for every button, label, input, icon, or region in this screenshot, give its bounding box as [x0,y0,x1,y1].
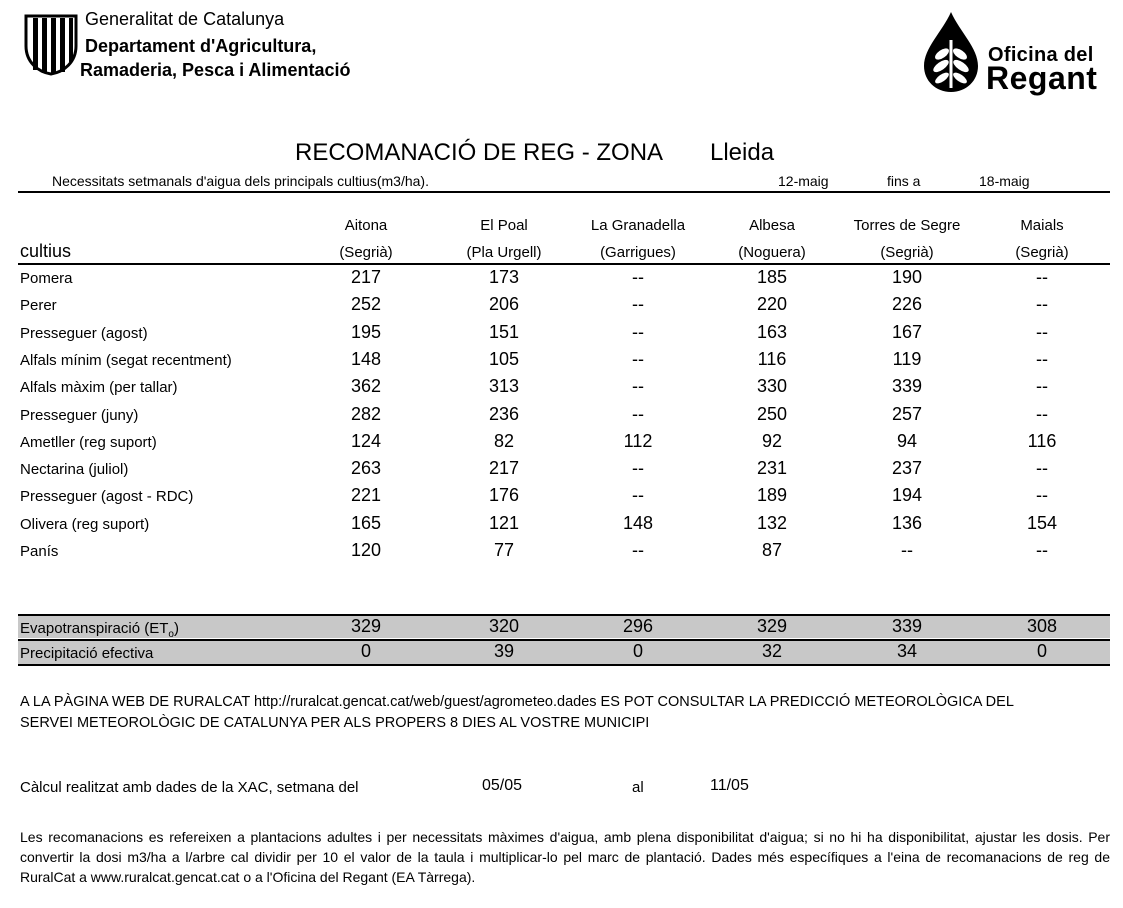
column-header-station: El Poal [480,217,528,234]
calc-separator: al [632,779,644,796]
table-cell: 237 [891,458,923,479]
table-cell: 116 [1027,430,1057,451]
web-note: A LA PÀGINA WEB DE RURALCAT http://ruralcat.gencat.cat/web/guest/agrometeo.dades ES POT CONSULTAR LA PREDICCIÓ METEOROLÒGICA DEL SERVEI METEOROLÒGIC DE CATALUNYA PER ALS PROPERS 8 DIES AL VOSTRE MUNICIPI [20,694,1014,731]
divider-line [18,191,1110,193]
date-separator: fins a [887,173,921,189]
table-cell: 195 [350,321,382,342]
precip-label: Precipitació efectiva [20,645,154,662]
column-header-region: (Pla Urgell) [466,244,542,261]
table-cell: -- [632,485,644,506]
table-cell: -- [632,540,644,560]
table-cell: 94 [896,430,918,451]
column-header-region: (Segrià) [339,244,393,261]
table-cell: 263 [350,458,382,479]
et-cell: 329 [756,616,788,636]
table-cell: 163 [756,321,788,342]
date-from: 12-maig [778,173,829,189]
table-cell: 190 [891,267,923,287]
table-cell: -- [1036,540,1048,560]
table-cell: 194 [891,485,923,506]
row-header-label: cultius [20,241,72,261]
crop-name: Olivera (reg suport) [20,515,150,533]
precip-cell: 32 [761,641,783,661]
table-cell: 136 [891,512,923,533]
precip-cell: 0 [1036,641,1047,661]
table-cell: 154 [1026,512,1058,533]
table-cell: 77 [493,540,515,560]
header-divider-line [18,263,1110,265]
crop-name: Nectarina (juliol) [20,461,129,479]
table-cell: -- [632,458,644,479]
generalitat-logo-icon [22,12,80,76]
table-cell: 112 [623,430,653,451]
precip-cell: 39 [493,641,515,661]
table-cell: 362 [350,376,382,397]
logo-text-regant: Regant [986,60,1098,96]
table-cell: 82 [493,430,515,451]
table-cell: 313 [488,376,520,397]
column-header-region: (Segrià) [880,244,934,261]
table-cell: 116 [757,348,787,369]
calc-date-to: 11/05 [710,777,749,794]
footnote: Les recomanacions es refereixen a plantacions adultes i per necessitats màximes d'aigua, amb plena disponibilitat d'aigua; si no hi ha disponibilitat, ajustar les dosis. Per convertir la dosi m3/ha a l/arbre cal dividir per 10 el valor de la taula i multiplicar-lo pel marc de plantació. Dades més específiques a l'eina de recomanacions de reg de RuralCat a www.ruralcat.gencat.cat o a l'Oficina del Regant (EA Tàrrega). [20,829,1110,885]
logo-text-oficina: Oficina del [988,44,1094,66]
table-cell: 151 [488,321,520,342]
crop-name: Alfals màxim (per tallar) [20,379,178,397]
et-cell: 320 [488,616,520,636]
table-cell: 221 [350,485,382,506]
table-cell: -- [632,321,644,342]
table-cell: 87 [761,540,783,560]
et-label: Evapotranspiració $(ET_o)$ [20,620,179,640]
table-cell: 92 [761,430,783,451]
table-cell: -- [1036,321,1048,342]
crop-name: Presseguer (agost - RDC) [20,488,194,506]
table-cell: 185 [756,267,788,287]
date-to: 18-maig [979,173,1030,189]
et-cell: 339 [891,616,923,636]
table-cell: 226 [891,294,923,315]
table-cell: 189 [756,485,788,506]
crop-name: Presseguer (agost) [20,324,148,342]
table-cell: 121 [488,512,520,533]
table-cell: -- [1036,267,1048,287]
summary-divider-line [18,664,1110,666]
table-cell: 282 [350,403,382,424]
column-header-station: Aitona [344,217,388,234]
org-line-1: Generalitat de Catalunya [85,9,285,29]
page-title: RECOMANACIÓ DE REG - ZONA [295,139,664,166]
table-cell: 236 [488,403,520,424]
table-cell: 105 [488,348,520,369]
column-header-station: Torres de Segre [853,217,961,234]
table-cell: -- [1036,485,1048,506]
crop-name: Alfals mínim (segat recentment) [20,351,232,369]
zone-name: Lleida [710,139,775,166]
table-cell: 257 [891,403,923,424]
table-cell: 330 [756,376,788,397]
et-cell: 296 [622,616,654,636]
org-line-3: Ramaderia, Pesca i Alimentació [80,60,351,80]
column-header-station: La Granadella [590,217,686,234]
table-cell: 252 [350,294,382,315]
table-cell: -- [632,403,644,424]
org-line-2: Departament d'Agricultura, [85,36,317,56]
table-cell: -- [632,348,644,369]
calc-date-from: 05/05 [482,777,523,794]
crop-name: Perer [20,297,57,315]
calc-label: Càlcul realitzat amb dades de la XAC, setmana del [20,779,359,796]
column-header-region: (Segrià) [1015,244,1069,261]
table-cell: -- [632,267,644,287]
precip-cell: 34 [896,641,918,661]
table-subtitle: Necessitats setmanals d'aigua dels principals cultius(m3/ha). [52,173,429,189]
table-cell: -- [1036,376,1048,397]
table-cell: -- [1036,294,1048,315]
column-header-station: Maials [1020,217,1064,234]
table-cell: -- [901,540,913,560]
table-cell: 217 [488,458,520,479]
precip-cell: 0 [360,641,371,661]
table-cell: -- [632,376,644,397]
table-cell: 173 [488,267,520,287]
table-cell: 220 [756,294,788,315]
table-cell: 217 [350,267,382,287]
table-cell: -- [1036,403,1048,424]
table-cell: 250 [756,403,788,424]
table-cell: 165 [350,512,382,533]
table-cell: -- [1036,348,1048,369]
table-cell: -- [632,294,644,315]
table-cell: 176 [488,485,520,506]
crop-name: Panís [20,543,59,560]
table-cell: 124 [350,430,382,451]
et-cell: 329 [350,616,382,636]
column-header-station: Albesa [749,217,795,234]
table-cell: 339 [891,376,923,397]
column-header-region: (Noguera) [738,244,806,261]
table-cell: 120 [350,540,382,560]
crop-name: Ametller (reg suport) [20,433,157,451]
table-cell: 206 [488,294,520,315]
table-cell: -- [1036,458,1048,479]
table-cell: 148 [622,512,654,533]
table-cell: 132 [756,512,788,533]
crop-name: Pomera [20,270,73,287]
table-cell: 167 [891,321,923,342]
table-cell: 231 [756,458,788,479]
crop-name: Presseguer (juny) [20,406,139,424]
et-cell: 308 [1026,616,1058,636]
table-cell: 119 [892,348,922,369]
precip-cell: 0 [632,641,643,661]
table-cell: 148 [350,348,382,369]
water-drop-leaf-icon [920,10,982,94]
column-header-region: (Garrigues) [600,244,676,261]
